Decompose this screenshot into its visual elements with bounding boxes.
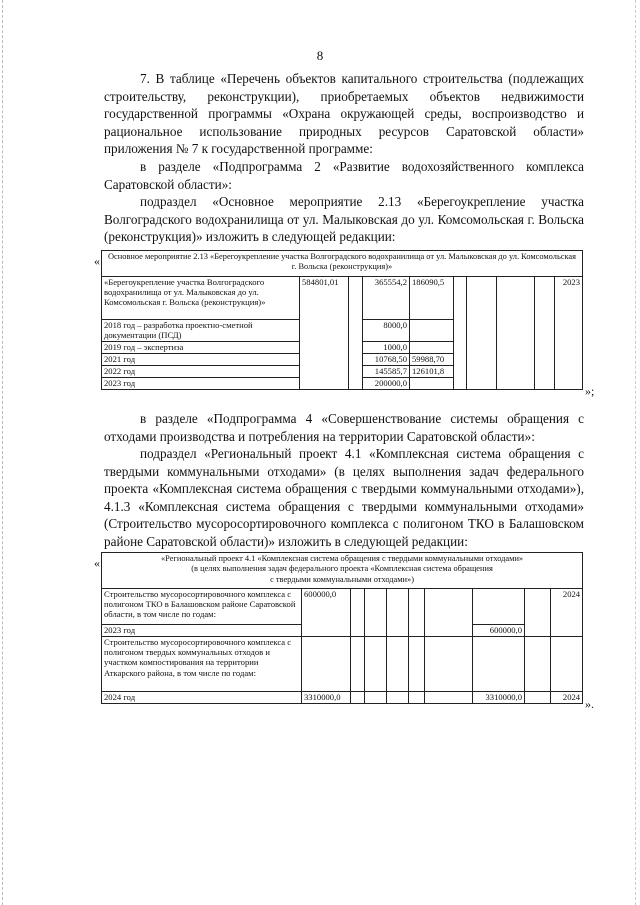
table2-cell-empty (551, 637, 583, 692)
table1-cell-empty (497, 277, 535, 390)
table2-cell-empty (351, 692, 365, 704)
table2-cell-empty (425, 589, 473, 637)
table2-cell-total: 3310000,0 (302, 692, 351, 704)
table2-cell-empty (473, 637, 525, 692)
table1-cell (410, 320, 454, 342)
table2-header-line1: «Региональный проект 4.1 «Комплексная система обращения с твердыми коммунальными отходами» (160, 554, 524, 563)
table2-cell-empty (425, 692, 473, 704)
table2-cell: 3310000,0 (473, 692, 525, 704)
table1-open-quote: « (94, 254, 100, 268)
table1-row-2022: 2022 год (102, 366, 300, 378)
paragraph-subprogram-2: в разделе «Подпрограмма 2 «Развитие водохозяйственного комплекса Саратовской области»: (104, 159, 584, 192)
table1-cell: 126101,8 (410, 366, 454, 378)
page-right-edge (635, 0, 637, 905)
paragraph-project-4-1: подраздел «Региональный проект 4.1 «Комплексная система обращения с твердыми коммунальными отходами» (в целях выполнения задач федерального проекта «Комплексная система обращения с твердыми коммунальными отходами»), 4.1.3 «Комплексная система обращения с твердыми коммунальными отходами» (Строительство мусоросортировочного комплекса с полигоном ТКО в Балашовском районе Саратовской области)» изложить в следующей редакции: (104, 446, 584, 549)
paragraph-item-7: 7. В таблице «Перечень объектов капитального строительства (подлежащих строительству, реконструкции), приобретаемых объектов недвижимости государственной программы «Охрана окружающей среды, воспроизводство и рациональное использование природных ресурсов Саратовской области» приложения № 7 к государственной программе: (104, 71, 584, 157)
table1-cell: 8000,0 (363, 320, 410, 342)
table2-cell-empty (387, 589, 409, 637)
table2-open-quote: « (94, 556, 100, 570)
paragraph-measure-2-13: подраздел «Основное мероприятие 2.13 «Берегоукрепление участка Волгоградского водохранилища от ул. Малыковская до ул. Комсомольская г. Вольска (реконструкция)» изложить в следующей редакции: (104, 194, 584, 245)
table1-cell (410, 378, 454, 390)
table1-cell: 10768,50 (363, 354, 410, 366)
table1-cell-empty (535, 277, 555, 390)
table2-cell-empty (302, 637, 351, 692)
table2-cell-empty (525, 589, 551, 637)
table1-close-quote: »; (585, 384, 595, 398)
table2-cell-empty (387, 637, 409, 692)
table2-cell-year: 2024 (551, 589, 583, 637)
table1-row-2019: 2019 год – экспертиза (102, 342, 300, 354)
table1-row-2018: 2018 год – разработка проектно-сметной документации (ПСД) (102, 320, 300, 342)
table2-cell-empty (473, 589, 525, 625)
table2-cell-empty (351, 637, 365, 692)
table2-row-balashov: Строительство мусоросортировочного комплекса с полигоном ТКО в Балашовском районе Саратовской области, в том числе по годам: (102, 589, 302, 625)
table2-cell-empty (409, 589, 425, 637)
table2-row-2023: 2023 год (102, 625, 302, 637)
table2-header (102, 553, 583, 589)
table1-cell-total: 584801,01 (300, 277, 349, 390)
table1-cell-empty (349, 277, 363, 390)
table1-cell-year: 2023 (555, 277, 583, 390)
table2-cell-empty (387, 692, 409, 704)
table2-close-quote: ». (585, 697, 594, 711)
table1-cell: 200000,0 (363, 378, 410, 390)
table2-cell-empty (525, 637, 551, 692)
table2-cell-total: 600000,0 (302, 589, 351, 637)
table1-cell: 59988,70 (410, 354, 454, 366)
table1-cell-empty (467, 277, 497, 390)
table2-header-line2: (в целях выполнения задач федерального проекта «Комплексная система обращения (191, 564, 493, 574)
table2-cell-empty (409, 692, 425, 704)
paragraph-subprogram-4: в разделе «Подпрограмма 4 «Совершенствование системы обращения с отходами производства и потребления на территории Саратовской области»: (104, 411, 584, 444)
table1-cell: 145585,7 (363, 366, 410, 378)
page-left-edge (2, 0, 4, 905)
page-number: 8 (316, 48, 324, 63)
table1-row-2023: 2023 год (102, 378, 300, 390)
table1-header: Основное мероприятие 2.13 «Берегоукрепление участка Волгоградского водохранилища от ул. Малыковская до ул. Комсомольская г. Вольска (реконструкция)» (102, 251, 583, 277)
table1-row-object-name: «Берегоукрепление участка Волгоградского водохранилища от ул. Малыковская до ул. Комсомольская г. Вольска (реконструкция)» (102, 277, 300, 320)
table2-cell: 600000,0 (473, 625, 525, 637)
table2-cell-empty (365, 637, 387, 692)
table2-row-atkarsk: Строительство мусоросортировочного комплекса с полигоном твердых коммунальных отходов и участком компостирования на территории Аткарского района, в том числе по годам: (102, 637, 302, 692)
table1-cell-empty (454, 277, 467, 390)
table1-cell: 186090,5 (410, 277, 454, 320)
table1-row-2021: 2021 год (102, 354, 300, 366)
table2-cell-empty (525, 692, 551, 704)
table1-cell (410, 342, 454, 354)
table2-cell-empty (365, 692, 387, 704)
table2-cell-empty (409, 637, 425, 692)
table2-cell-empty (351, 589, 365, 637)
table-measure-2-13 (101, 250, 583, 390)
table2-cell-empty (365, 589, 387, 637)
table2-row-2024: 2024 год (102, 692, 302, 704)
table2-header-line3: с твердыми коммунальными отходами») (270, 574, 414, 584)
table1-cell: 365554,2 (363, 277, 410, 320)
table2-cell-empty (425, 637, 473, 692)
table1-cell: 1000,0 (363, 342, 410, 354)
table2-cell-year: 2024 (551, 692, 583, 704)
table-project-4-1 (101, 552, 583, 704)
